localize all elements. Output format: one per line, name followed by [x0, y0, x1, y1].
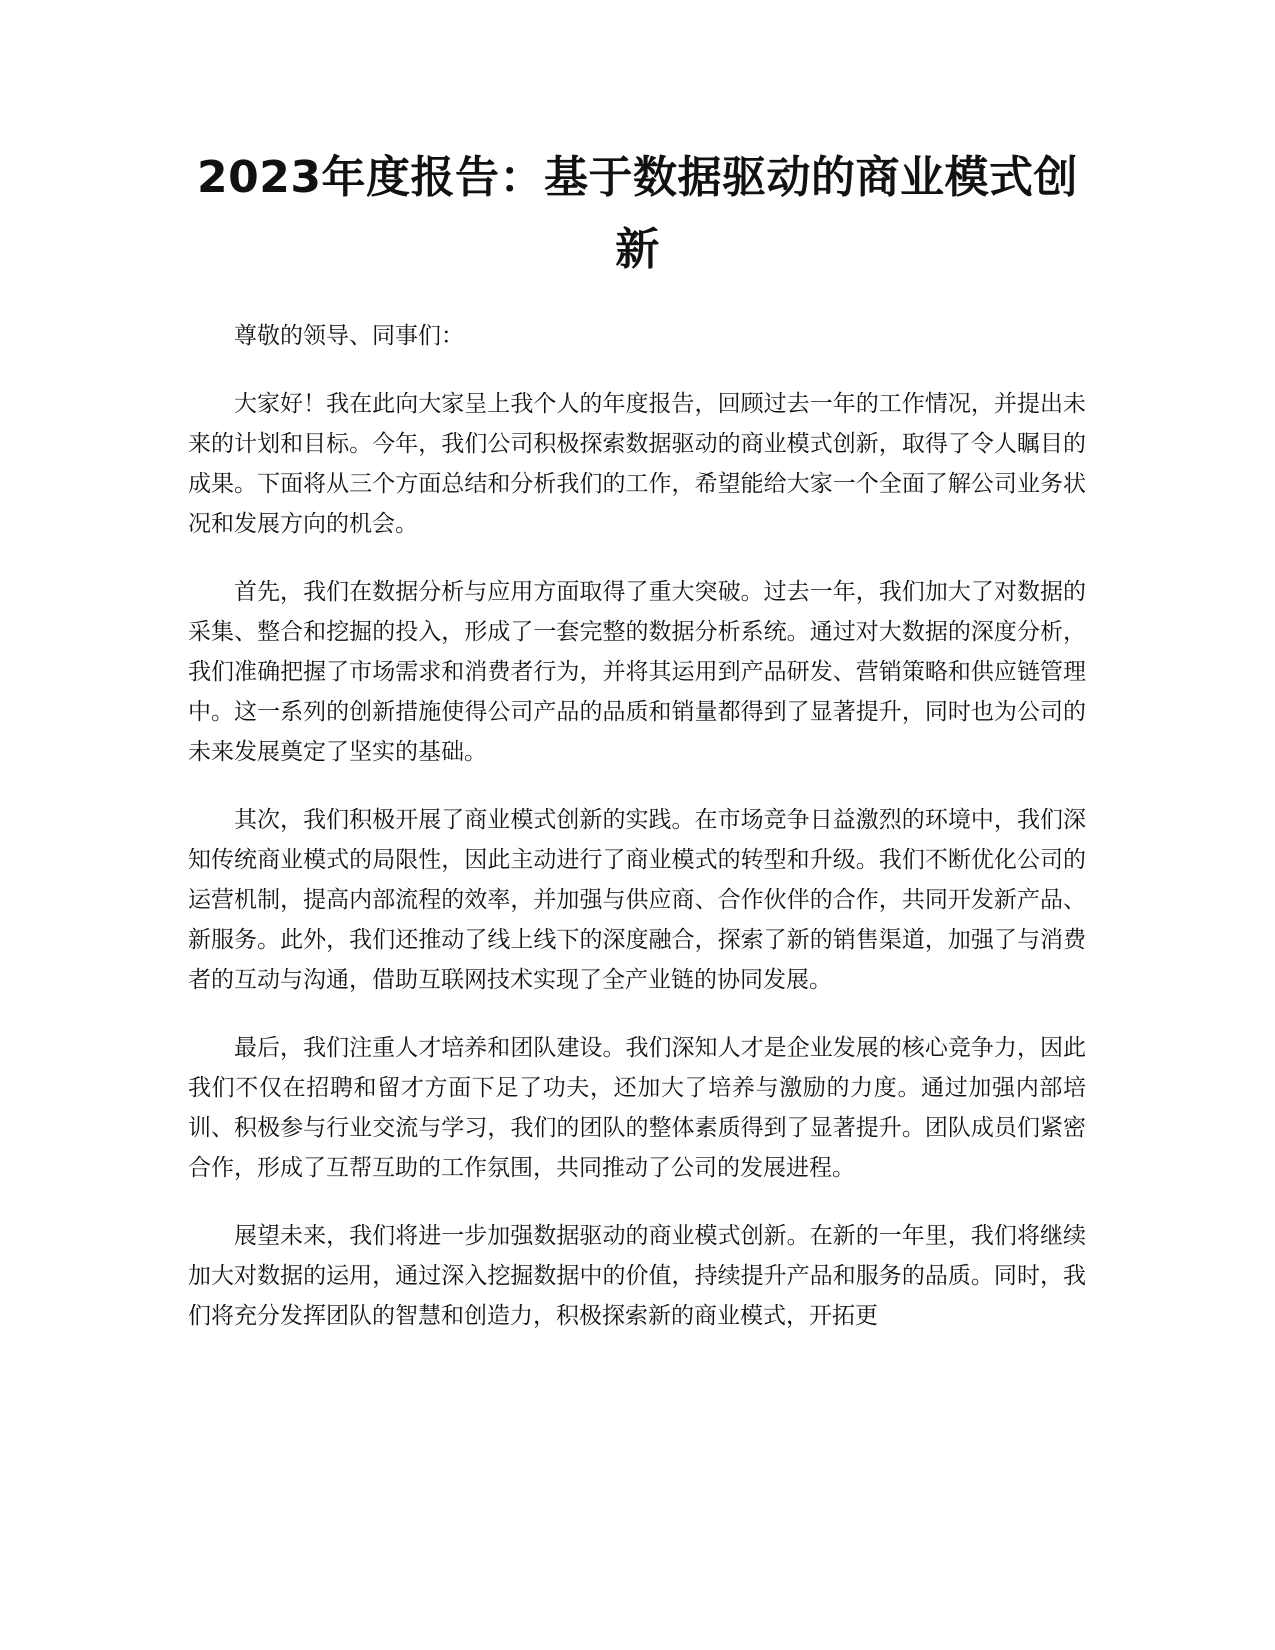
paragraph-business-model: 其次，我们积极开展了商业模式创新的实践。在市场竞争日益激烈的环境中，我们深知传统商业模式的局限性，因此主动进行了商业模式的转型和升级。我们不断优化公司的运营机制，提高内部流程的效率，并加强与供应商、合作伙伴的合作，共同开发新产品、新服务。此外，我们还推动了线上线下的深度融合，探索了新的销售渠道，加强了与消费者的互动与沟通，借助互联网技术实现了全产业链的协同发展。	[188, 807, 1086, 993]
document-body	[188, 316, 1086, 1364]
paragraph-outlook: 展望未来，我们将进一步加强数据驱动的商业模式创新。在新的一年里，我们将继续加大对数据的运用，通过深入挖掘数据中的价值，持续提升产品和服务的品质。同时，我们将充分发挥团队的智慧和创造力，积极探索新的商业模式，开拓更	[188, 1223, 1086, 1329]
paragraph-intro: 大家好！我在此向大家呈上我个人的年度报告，回顾过去一年的工作情况，并提出未来的计划和目标。今年，我们公司积极探索数据驱动的商业模式创新，取得了令人瞩目的成果。下面将从三个方面总结和分析我们的工作，希望能给大家一个全面了解公司业务状况和发展方向的机会。	[188, 391, 1086, 537]
document-title: 2023年度报告：基于数据驱动的商业模式创新	[197, 152, 1078, 275]
paragraph-talent: 最后，我们注重人才培养和团队建设。我们深知人才是企业发展的核心竞争力，因此我们不仅在招聘和留才方面下足了功夫，还加大了培养与激励的力度。通过加强内部培训、积极参与行业交流与学习，我们的团队的整体素质得到了显著提升。团队成员们紧密合作，形成了互帮互助的工作氛围，共同推动了公司的发展进程。	[188, 1035, 1086, 1181]
salutation: 尊敬的领导、同事们：	[234, 323, 464, 349]
paragraph-data-analysis: 首先，我们在数据分析与应用方面取得了重大突破。过去一年，我们加大了对数据的采集、整合和挖掘的投入，形成了一套完整的数据分析系统。通过对大数据的深度分析，我们准确把握了市场需求和消费者行为，并将其运用到产品研发、营销策略和供应链管理中。这一系列的创新措施使得公司产品的品质和销量都得到了显著提升，同时也为公司的未来发展奠定了坚实的基础。	[188, 579, 1086, 765]
